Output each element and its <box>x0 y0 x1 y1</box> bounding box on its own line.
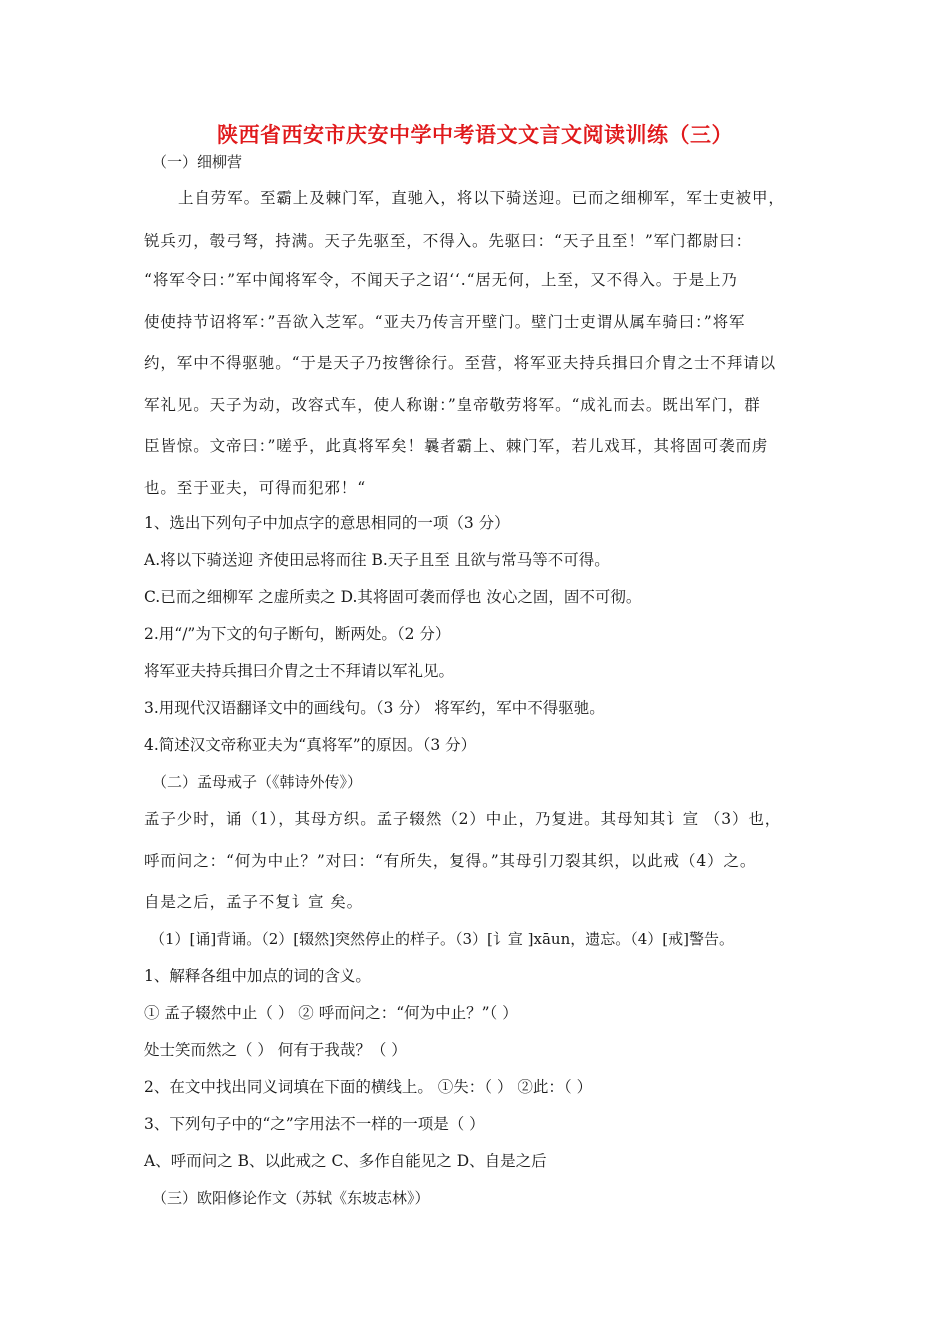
question-line: ① 孟子辍然中止（ ） ② 呼而问之：“何为中止？”（ ） <box>144 1004 518 1022</box>
annotation-note: （1）[诵]背诵。（2）[辍然]突然停止的样子。（3）[讠宣 ]xāun，遗忘。（4）[戒]警告。 <box>150 930 734 948</box>
question-line: 3.用现代汉语翻译文中的画线句。（3 分） 将军约，军中不得驱驰。 <box>144 699 605 717</box>
passage-line: 使使持节诏将军：”吾欲入芝军。“亚夫乃传言开壁门。壁门士吏谓从属车骑曰：”将军 <box>144 313 746 331</box>
passage-line: 也。至于亚夫，可得而犯邪！“ <box>144 479 367 497</box>
question-line: 1、选出下列句子中加点字的意思相同的一项（3 分） <box>144 514 510 532</box>
question-line: 4.简述汉文帝称亚夫为“真将军”的原因。（3 分） <box>144 736 477 754</box>
section-heading-3: （三）欧阳修论作文（苏轼《东坡志林》） <box>152 1189 430 1207</box>
passage-line: 臣皆惊。文帝曰：”嗟乎，此真将军矣！曩者霸上、棘门军，若儿戏耳，其将固可袭而虏 <box>144 437 769 455</box>
passage-line: 上自劳军。至霸上及棘门军，直驰入，将以下骑送迎。已而之细柳军，军士吏被甲， <box>178 189 785 207</box>
question-line: 3、下列句子中的“之”字用法不一样的一项是（ ） <box>144 1115 485 1133</box>
passage-line: 呼而问之：“何为中止？”对曰：“有所失，复得。”其母引刀裂其织，以此戒（4）之。 <box>144 852 757 870</box>
passage-line: 约，军中不得驱驰。“于是天子乃按辔徐行。至营，将军亚夫持兵揖曰介胄之士不拜请以 <box>144 354 777 372</box>
question-line: A、呼而问之 B、以此戒之 C、多作自能见之 D、自是之后 <box>144 1152 547 1170</box>
section-heading-2: （二）孟母戒子（《韩诗外传》） <box>152 773 363 791</box>
question-line: 将军亚夫持兵揖曰介胄之士不拜请以军礼见。 <box>144 662 455 680</box>
passage-line: 军礼见。天子为动，改容式车，使人称谢：”皇帝敬劳将军。“成礼而去。既出军门，群 <box>144 396 761 414</box>
question-line: 2、在文中找出同义词填在下面的横线上。 ①失：（ ） ②此：（ ） <box>144 1078 593 1096</box>
passage-line: “将军令曰：”军中闻将军令，不闻天子之诏‘‘.“居无何，上至，又不得入。于是上乃 <box>144 271 738 289</box>
passage-line: 孟子少时，诵（1），其母方织。孟子辍然（2）中止，乃复进。其母知其讠宣 （3）也， <box>144 810 782 828</box>
question-line: 2.用“/”为下文的句子断句，断两处。（2 分） <box>144 625 451 643</box>
passage-line: 自是之后，孟子不复讠宣 矣。 <box>144 893 364 911</box>
document-title: 陕西省西安市庆安中学中考语文文言文阅读训练（三） <box>217 122 733 147</box>
question-line: C.已而之细柳军 之虚所卖之 D.其将固可袭而俘也 汝心之固，固不可彻。 <box>144 588 642 606</box>
question-line: A.将以下骑送迎 齐使田忌将而往 B.天子且至 且欲与常马等不可得。 <box>144 551 610 569</box>
passage-line: 锐兵刃，彀弓弩，持满。天子先驱至，不得入。先驱曰：“天子且至！”军门都尉曰： <box>144 232 753 250</box>
question-line: 1、解释各组中加点的词的含义。 <box>144 967 371 985</box>
section-heading-1: （一）细柳营 <box>152 153 243 171</box>
question-line: 处士笑而然之（ ） 何有于我哉？（ ） <box>144 1041 407 1059</box>
